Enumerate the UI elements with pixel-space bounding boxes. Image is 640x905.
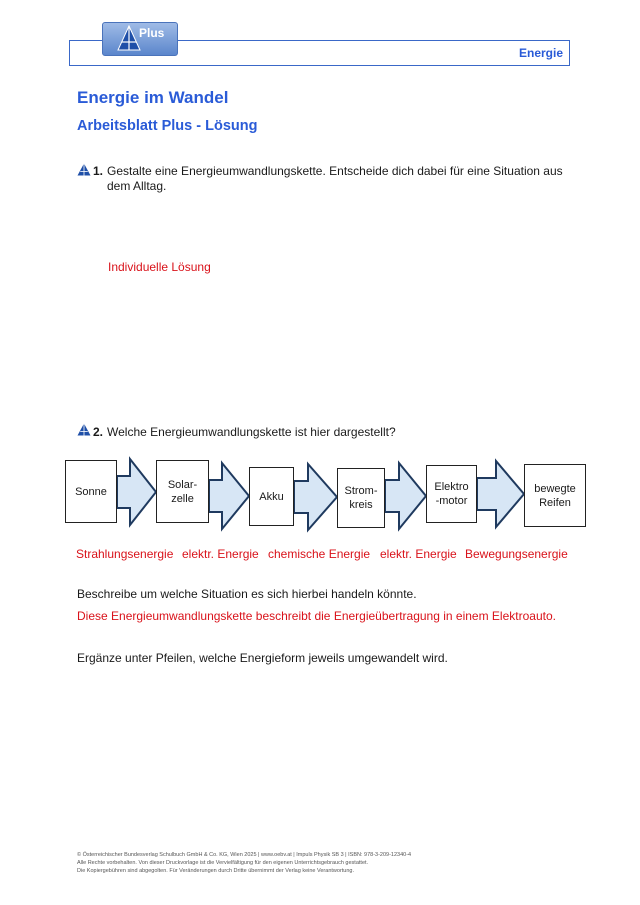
energy-forms-question: Ergänze unter Pfeilen, welche Energieform jeweils umgewandelt wird.	[77, 651, 448, 665]
energy-form: Strahlungsenergie	[76, 547, 174, 561]
footer-copyright: © Österreichischer Bundesverlag Schulbuch GmbH & Co. KG, Wien 2025 | www.oebv.at | Impuls Physik SB 3 | ISBN: 978-3-209-12340-4	[77, 852, 412, 858]
chain-label: Elektro	[434, 481, 469, 493]
chain-box-stromkreis	[337, 468, 385, 528]
energy-form: elektr. Energie	[380, 547, 457, 561]
task1-number: 1.	[93, 164, 104, 178]
chain-box-reifen	[524, 464, 586, 527]
arrow-3	[294, 464, 337, 530]
situation-answer: Diese Energieumwandlungskette beschreibt die Energieübertragung in einem Elektroauto.	[77, 609, 556, 623]
chain-label: Sonne	[75, 485, 107, 498]
energy-form: chemische Energie	[268, 547, 371, 561]
chain-label: Solar-	[167, 478, 198, 491]
task2-number: 2.	[93, 425, 104, 439]
chain-label: zelle	[171, 492, 194, 505]
arrow-5	[477, 461, 524, 527]
arrow-4	[385, 463, 426, 529]
footer-rights: Alle Rechte vorbehalten. Von dieser Druckvorlage ist die Vervielfältigung für den eigenen Unterrichtsgebrauch gestattet.	[77, 860, 369, 866]
chain-label: Akku	[259, 490, 284, 503]
header-topic-label: Energie	[518, 46, 563, 60]
chain-label: kreis	[349, 499, 373, 511]
task1-text-line1: Gestalte eine Energieumwandlungskette. Entscheide dich dabei für eine Situation aus	[107, 164, 563, 178]
energy-form: Bewegungsenergie	[465, 547, 568, 561]
chain-box-akku	[249, 467, 294, 526]
chain-box-solarzelle	[156, 460, 209, 523]
task1-answer: Individuelle Lösung	[108, 260, 211, 274]
arrow-1	[117, 459, 156, 525]
chain-box-sonne	[65, 460, 117, 523]
page-title: Energie im Wandel	[77, 88, 229, 107]
situation-question: Beschreibe um welche Situation es sich hierbei handeln könnte.	[77, 587, 417, 601]
chain-box-elektromotor	[426, 465, 477, 523]
footer-disclaimer: Die Kopiergebühren sind abgegolten. Für Veränderungen durch Dritte übernimmt der Verlag keine Verantwortung.	[77, 868, 355, 874]
task2-text: Welche Energieumwandlungskette ist hier dargestellt?	[107, 425, 396, 439]
page-subtitle: Arbeitsblatt Plus - Lösung	[77, 118, 258, 134]
energy-form: elektr. Energie	[182, 547, 259, 561]
chain-label: Strom-	[344, 485, 378, 497]
arrow-2	[209, 463, 249, 529]
task1-text-line2: dem Alltag.	[107, 179, 167, 193]
chain-label: -motor	[435, 495, 468, 507]
logo-text: Plus	[139, 26, 165, 40]
chain-label: bewegte	[534, 482, 576, 495]
chain-label: Reifen	[539, 496, 571, 509]
